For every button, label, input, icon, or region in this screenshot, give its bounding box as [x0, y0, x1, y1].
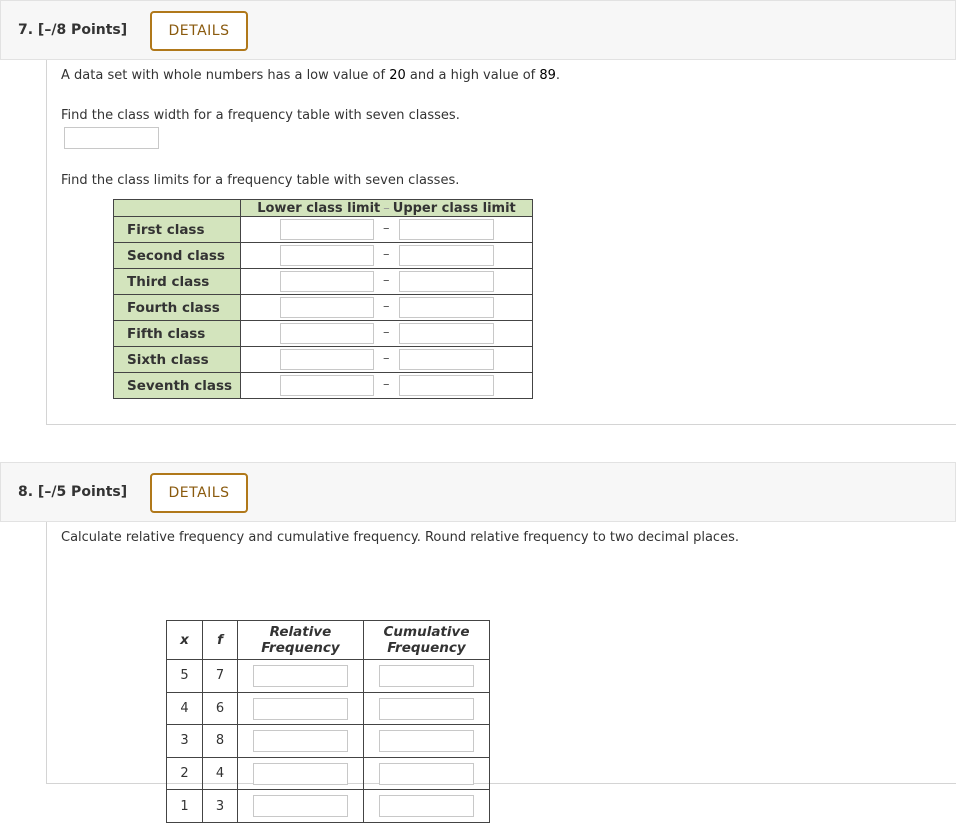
table-row [167, 790, 490, 823]
class-label: Second class [114, 243, 241, 269]
fifth-class-lower-input[interactable] [280, 323, 374, 344]
relative-frequency-input-x2[interactable] [253, 763, 348, 785]
x-cell: 4 [167, 692, 203, 725]
cumulative-frequency-header: Cumulative Frequency [364, 621, 490, 660]
question-7-header [0, 0, 956, 60]
table-row [167, 692, 490, 725]
relative-frequency-header: Relative Frequency [238, 621, 364, 660]
fifth-class-upper-input[interactable] [399, 323, 494, 344]
third-class-lower-input[interactable] [280, 271, 374, 292]
limits-header-cell [241, 200, 533, 217]
cumulative-frequency-input-x3[interactable] [379, 730, 474, 752]
question-7-body [46, 60, 956, 425]
frequency-prompt: Calculate relative frequency and cumulative frequency. Round relative frequency to two decimal places. [61, 530, 739, 545]
limit-dash: – [383, 221, 390, 236]
class-label: Seventh class [114, 373, 241, 399]
class-row [114, 295, 533, 321]
fourth-class-upper-input[interactable] [399, 297, 494, 318]
class-row [114, 269, 533, 295]
class-row [114, 217, 533, 243]
f-cell: 7 [203, 660, 238, 693]
limit-dash: – [383, 377, 390, 392]
low-value: 20 [389, 68, 406, 83]
fourth-class-lower-input[interactable] [280, 297, 374, 318]
second-class-lower-input[interactable] [280, 245, 374, 266]
cumulative-frequency-input-x1[interactable] [379, 795, 474, 817]
class-row [114, 321, 533, 347]
question-8-header [0, 462, 956, 522]
first-class-lower-input[interactable] [280, 219, 374, 240]
question-7-details-button[interactable]: DETAILS [150, 11, 248, 51]
seventh-class-upper-input[interactable] [399, 375, 494, 396]
blank-header-cell [114, 200, 241, 217]
first-class-upper-input[interactable] [399, 219, 494, 240]
question-8-title: 8. [–/5 Points] [18, 484, 128, 500]
limit-dash: – [383, 325, 390, 340]
high-value: 89 [539, 68, 556, 83]
frequency-table [166, 620, 490, 823]
x-cell: 3 [167, 725, 203, 758]
class-width-input[interactable] [64, 127, 159, 149]
question-8-body [46, 522, 956, 814]
table-row [167, 725, 490, 758]
x-cell: 5 [167, 660, 203, 693]
class-width-prompt: Find the class width for a frequency table with seven classes. [61, 108, 460, 123]
class-row [114, 347, 533, 373]
header-dash: – [383, 200, 390, 216]
relative-frequency-input-x1[interactable] [253, 795, 348, 817]
class-label: Third class [114, 269, 241, 295]
f-cell: 4 [203, 757, 238, 790]
class-row [114, 243, 533, 269]
class-label: Fifth class [114, 321, 241, 347]
class-limits-header-row [114, 200, 533, 217]
class-label: Sixth class [114, 347, 241, 373]
class-limits-table [113, 199, 533, 399]
x-cell: 2 [167, 757, 203, 790]
class-label: First class [114, 217, 241, 243]
x-header: x [167, 621, 203, 660]
f-cell: 6 [203, 692, 238, 725]
f-cell: 8 [203, 725, 238, 758]
limit-dash: – [383, 299, 390, 314]
sixth-class-lower-input[interactable] [280, 349, 374, 370]
question-7-intro: A data set with whole numbers has a low value of 20 and a high value of 89. [61, 68, 561, 83]
class-limits-prompt: Find the class limits for a frequency table with seven classes. [61, 173, 460, 188]
class-row [114, 373, 533, 399]
relative-frequency-input-x5[interactable] [253, 665, 348, 687]
lower-limit-header: Lower class limit [257, 200, 381, 216]
limit-dash: – [383, 351, 390, 366]
question-8-details-button[interactable]: DETAILS [150, 473, 248, 513]
frequency-header-row [167, 621, 490, 660]
table-row [167, 660, 490, 693]
relative-frequency-input-x3[interactable] [253, 730, 348, 752]
cumulative-frequency-input-x2[interactable] [379, 763, 474, 785]
limit-dash: – [383, 273, 390, 288]
upper-limit-header: Upper class limit [392, 200, 516, 216]
limit-dash: – [383, 247, 390, 262]
class-label: Fourth class [114, 295, 241, 321]
seventh-class-lower-input[interactable] [280, 375, 374, 396]
cumulative-frequency-input-x4[interactable] [379, 698, 474, 720]
sixth-class-upper-input[interactable] [399, 349, 494, 370]
f-cell: 3 [203, 790, 238, 823]
f-header: f [203, 621, 238, 660]
second-class-upper-input[interactable] [399, 245, 494, 266]
question-7-title: 7. [–/8 Points] [18, 22, 128, 38]
x-cell: 1 [167, 790, 203, 823]
relative-frequency-input-x4[interactable] [253, 698, 348, 720]
third-class-upper-input[interactable] [399, 271, 494, 292]
cumulative-frequency-input-x5[interactable] [379, 665, 474, 687]
